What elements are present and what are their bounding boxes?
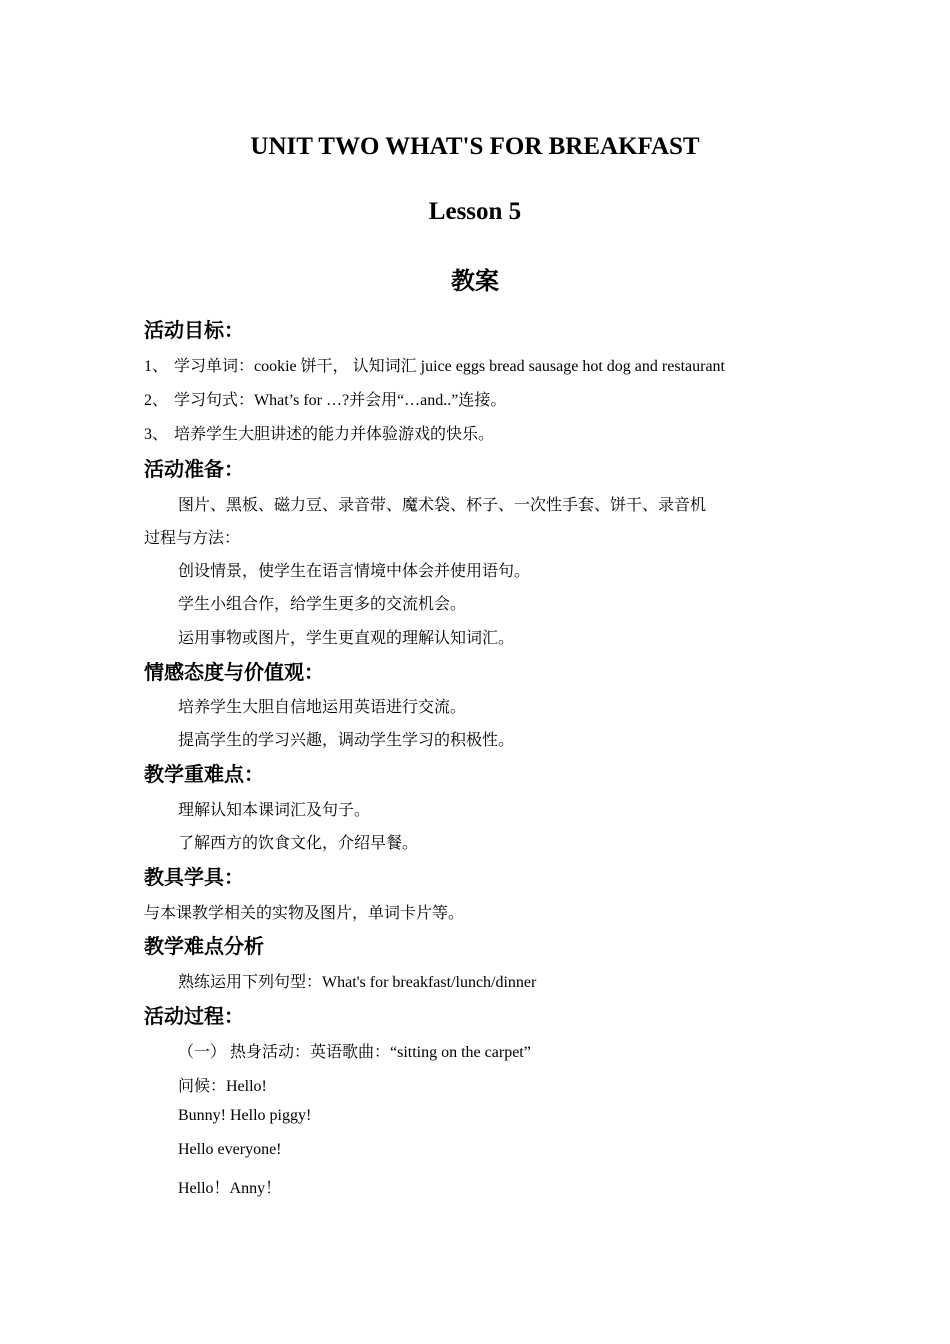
procedure-item: （一） 热身活动：英语歌曲：“sitting on the carpet” xyxy=(178,1044,531,1061)
objectives-heading: 活动目标： xyxy=(144,318,244,342)
procedure-item: 问候：Hello! xyxy=(178,1078,267,1095)
objective-item: 3、 培养学生大胆讲述的能力并体验游戏的快乐。 xyxy=(144,426,495,443)
process-item: 创设情景，使学生在语言情境中体会并使用语句。 xyxy=(178,563,531,580)
attitude-item: 培养学生大胆自信地运用英语进行交流。 xyxy=(178,699,467,716)
difficulty-text: 熟练运用下列句型：What's for breakfast/lunch/dinner xyxy=(178,974,537,991)
attitude-item: 提高学生的学习兴趣，调动学生学习的积极性。 xyxy=(178,732,515,749)
procedure-item: Hello everyone! xyxy=(178,1141,282,1158)
lesson-title: Lesson 5 xyxy=(428,198,522,225)
procedure-heading: 活动过程： xyxy=(144,1004,244,1028)
key-point-item: 理解认知本课词汇及句子。 xyxy=(178,802,371,819)
procedure-item: Bunny! Hello piggy! xyxy=(178,1107,312,1124)
process-item: 学生小组合作，给学生更多的交流机会。 xyxy=(178,596,467,613)
objective-item: 1、 学习单词：cookie 饼干， 认知词汇 juice eggs bread sausage hot dog and restaurant xyxy=(144,358,725,375)
key-point-item: 了解西方的饮食文化，介绍早餐。 xyxy=(178,835,419,852)
process-item: 运用事物或图片，学生更直观的理解认知词汇。 xyxy=(178,630,515,647)
unit-title: UNIT TWO WHAT'S FOR BREAKFAST xyxy=(250,133,700,160)
preparation-heading: 活动准备： xyxy=(144,457,244,481)
key-points-heading: 教学重难点： xyxy=(144,762,264,786)
attitude-heading: 情感态度与价值观： xyxy=(144,660,324,684)
objective-item: 2、 学习句式：What’s for …?并会用“…and..”连接。 xyxy=(144,392,507,409)
aids-text: 与本课教学相关的实物及图片，单词卡片等。 xyxy=(144,905,465,922)
plan-title: 教案 xyxy=(451,267,499,295)
difficulty-heading: 教学难点分析 xyxy=(144,934,264,958)
materials-line: 图片、黑板、磁力豆、录音带、魔术袋、杯子、一次性手套、饼干、录音机 xyxy=(178,497,707,514)
process-label: 过程与方法： xyxy=(144,530,241,547)
procedure-item: Hello！Anny！ xyxy=(178,1180,282,1197)
aids-heading: 教具学具： xyxy=(144,865,244,889)
